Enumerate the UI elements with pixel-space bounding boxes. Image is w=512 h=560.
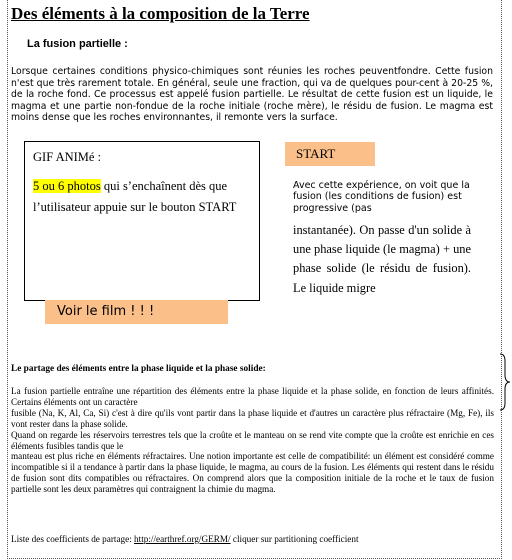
partage-paragraph: manteau est plus riche en éléments réfractaires. Une notion importante est celle de compatibilité: un élément est considéré comme incompatible si il a tendance à partir dans la phase liquide, le magma, au cours de la fusion. Les éléments qui restent dans le résidu de fusion sont dits compatibles ou réfractaires. On comprend alors que la composition initiale de la roche et le taux de fusion partielle sont les deux paramètres qui contraignent la chimie du magma. [11, 451, 494, 495]
section-heading-fusion: La fusion partielle : [27, 38, 128, 50]
intro-paragraph: Lorsque certaines conditions physico-chimiques sont réunies les roches peuventfondre. Cette fusion n'est que très rarement totale. En général, seule une fraction, qui va de quelques pour-cent à 20-25 %, de la roche fond. Ce processus est appelé fusion partielle. Le résultat de cette fusion est un liquide, le magma et une partie non-fondue de la roche initiale (roche mère), le résidu de fusion. Le magma est moins dense que les roches environnantes, il remonte vers la surface. [11, 66, 493, 124]
coefficients-line [11, 534, 359, 544]
gif-box-heading: GIF ANIMé : [33, 150, 102, 164]
right-brace-icon [499, 353, 511, 411]
germ-link[interactable]: http://earthref.org/GERM/ [134, 534, 231, 544]
start-button[interactable]: START [285, 142, 375, 166]
partage-paragraph: fusible (Na, K, Al, Ca, Si) c'est à dire qu'ils vont partir dans la phase liquide et d'autres un caractère plus réfractaire (Mg, Fe), ils vont rester dans la phase solide. [11, 407, 494, 429]
partage-body [11, 386, 494, 495]
experience-text: Avec cette expérience, on voit que la fusion (les conditions de fusion) est progressive (pas [293, 180, 470, 214]
experience-text-continued: instantanée). On passe d'un solide à une phase liquide (le magma) + une phase solide (le résidu de fusion). Le liquide migre [293, 223, 471, 295]
coefficients-suffix: cliquer sur partitioning coefficient [230, 534, 359, 544]
watch-film-button[interactable]: Voir le film ! ! ! [45, 300, 228, 324]
section-heading-partage: Le partage des éléments entre la phase liquide et la phase solide: [11, 364, 266, 374]
page-title: Des éléments à la composition de la Terre [11, 4, 310, 23]
partage-paragraph: La fusion partielle entraîne une répartition des éléments entre la phase liquide et la phase solide, en fonction de leurs affinités. Certains éléments ont un caractère [11, 386, 494, 407]
gif-box-text: qui s’enchaînent dès que l’utilisateur appuie sur le bouton START [33, 179, 237, 214]
gif-box-description [33, 176, 253, 218]
gif-animation-box [24, 141, 260, 301]
coefficients-label: Liste des coefficients de partage: [11, 534, 132, 544]
partage-paragraph: Quand on regarde les réservoirs terrestres tels que la croûte et le manteau on se rend vite compte que la croûte est enrichie en ces éléments fusibles tandis que le [11, 429, 494, 451]
gif-box-highlight: 5 ou 6 photos [33, 179, 101, 193]
